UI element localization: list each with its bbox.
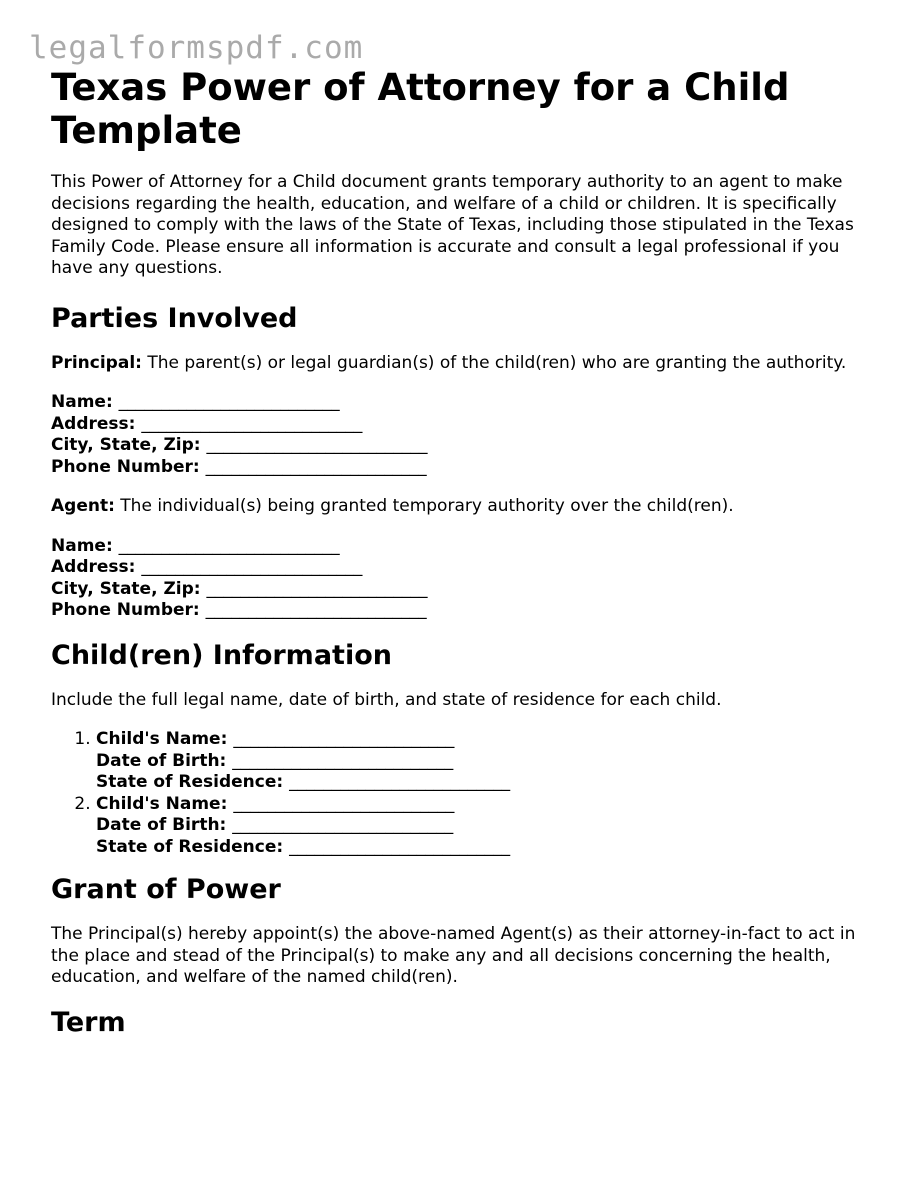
blank-line: __________________________ <box>205 600 427 620</box>
principal-desc-text: The parent(s) or legal guardian(s) of the child(ren) who are granting the authority. <box>141 352 847 373</box>
blank-line: __________________________ <box>141 413 363 434</box>
child-name-field[interactable] <box>96 794 871 816</box>
grant-heading: Grant of Power <box>51 874 281 905</box>
term-heading: Term <box>51 1006 126 1038</box>
blank-line: __________________________ <box>118 392 340 412</box>
blank-line: __________________________ <box>232 815 454 835</box>
field-label: Phone Number: <box>51 600 206 620</box>
blank-line: __________________________ <box>205 456 427 477</box>
agent-phone-field[interactable] <box>51 600 871 622</box>
blank-line: __________________________ <box>206 435 428 455</box>
watermark: legalformspdf.com <box>29 30 364 66</box>
blank-line: __________________________ <box>141 557 363 577</box>
child-dob-field[interactable] <box>96 751 871 773</box>
principal-label: Principal: <box>51 352 142 373</box>
child-entry <box>96 794 871 859</box>
children-list <box>51 729 871 858</box>
principal-city-field[interactable] <box>51 435 871 457</box>
field-label: City, State, Zip: <box>51 435 207 455</box>
field-label: Address: <box>51 413 142 434</box>
agent-label: Agent: <box>51 496 115 516</box>
agent-desc-text: The individual(s) being granted temporary authority over the child(ren). <box>114 496 734 516</box>
agent-city-field[interactable] <box>51 579 871 601</box>
field-label: Phone Number: <box>51 456 206 477</box>
field-label: City, State, Zip: <box>51 578 207 599</box>
agent-name-field[interactable] <box>51 536 871 558</box>
field-label: State of Residence: <box>96 836 290 857</box>
field-label: Child's Name: <box>96 793 234 814</box>
blank-line: __________________________ <box>289 772 511 792</box>
principal-address-field[interactable] <box>51 414 871 436</box>
field-label: Child's Name: <box>96 729 234 749</box>
document-title: Texas Power of Attorney for a Child Template <box>51 66 790 152</box>
blank-line: __________________________ <box>233 729 455 749</box>
field-label: Name: <box>51 535 119 556</box>
field-label: Name: <box>51 392 119 412</box>
blank-line: __________________________ <box>232 750 454 771</box>
child-entry <box>96 729 871 794</box>
parties-heading: Parties Involved <box>51 302 298 334</box>
principal-phone-field[interactable] <box>51 457 871 479</box>
child-name-field[interactable] <box>96 729 871 751</box>
children-description: Include the full legal name, date of birth, and state of residence for each child. <box>51 689 722 710</box>
child-state-field[interactable] <box>96 772 871 794</box>
field-label: Date of Birth: <box>96 750 233 771</box>
blank-line: __________________________ <box>118 535 340 556</box>
blank-line: __________________________ <box>233 793 455 814</box>
principal-fields <box>51 392 871 478</box>
intro-paragraph: This Power of Attorney for a Child document grants temporary authority to an agent to make decisions regarding the health, education, and welfare of a child or children. It is specifically designed to comply with the laws of the State of Texas, including those stipulated in the Texas Family Code. Please ensure all information is accurate and consult a legal professional if you have any questions. <box>51 172 854 278</box>
principal-description <box>51 353 871 375</box>
document-page <box>51 66 871 1057</box>
field-label: State of Residence: <box>96 772 290 792</box>
field-label: Address: <box>51 557 142 577</box>
agent-address-field[interactable] <box>51 557 871 579</box>
field-label: Date of Birth: <box>96 815 233 835</box>
child-dob-field[interactable] <box>96 815 871 837</box>
blank-line: __________________________ <box>206 578 428 599</box>
agent-description <box>51 496 871 518</box>
grant-paragraph: The Principal(s) hereby appoint(s) the above-named Agent(s) as their attorney-in-fact to act in the place and stead of the Principal(s) to make any and all decisions concerning the health, education, and welfare of the named child(ren). <box>51 924 856 987</box>
blank-line: __________________________ <box>289 836 511 857</box>
principal-name-field[interactable] <box>51 392 871 414</box>
children-heading: Child(ren) Information <box>51 639 392 671</box>
child-state-field[interactable] <box>96 837 871 859</box>
agent-fields <box>51 536 871 622</box>
